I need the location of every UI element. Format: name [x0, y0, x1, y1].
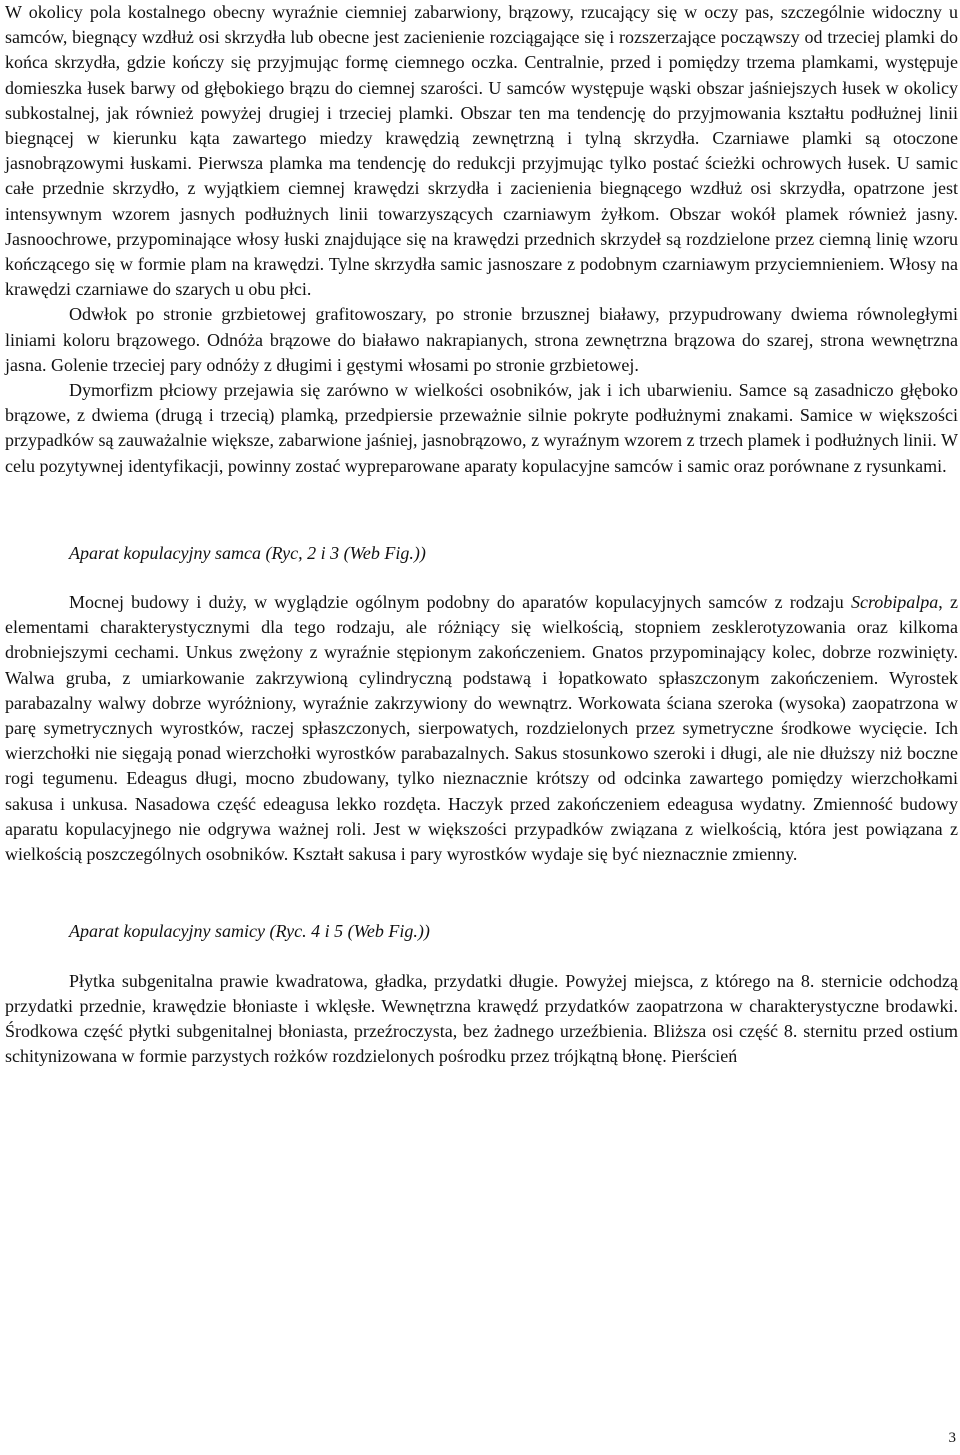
section-spacer: [5, 479, 958, 541]
page-number: 3: [948, 1430, 956, 1446]
paragraph-abdomen-legs: Odwłok po stronie grzbietowej grafitowoszary, po stronie brzusznej białawy, przypudrowany dwiema równoległymi liniami koloru brązowego. Odnóża brązowe do białawo nakrapianych, strona zewnętrzna brązowa do szarej, strona wewnętrzna jasna. Golenie trzeciej pary odnóży z długimi i gęstymi włosami po stronie grzbietowej.: [5, 304, 958, 375]
paragraph-wing-coloration: W okolicy pola kostalnego obecny wyraźnie ciemniej zabarwiony, brązowy, rzucający się w oczy pas, szczególnie widoczny u samców, biegnący wzdłuż osi skrzydła lub obecne jest zacienienie rozciągające się i rozszerzające począwszy od trzeciej plamki do końca skrzydła, gdzie kończy się przyjmując formę ciemnego oczka. Centralnie, przed i pomiędzy trzema plamkami, występuje domieszka łusek barwy od głębokiego brązu do ciemnej szarości. U samców występuje wąski obszar jaśniejszych łusek w okolicy subkostalnej, jak również powyżej drugiej i trzeciej plamki. Obszar ten ma tendencję do przyjmowania kształtu podłużnej linii biegnącej w kierunku kąta zawartego miedzy krawędzią zewnętrzną i tylną skrzydła. Czarniawe plamki są otoczone jasnobrązowymi łuskami. Pierwsza plamka ma tendencję do redukcji przyjmując tylko postać ścieżki ochrowych łusek. U samic całe przednie skrzydło, z wyjątkiem ciemnej krawędzi skrzydła i zacienienia biegnącego wzdłuż osi skrzydła, opatrzone jest intensywnym wzorem jasnych podłużnych linii towarzyszących czarniawym żyłkom. Obszar wokół plamek również jasny. Jasnoochrowe, przypominające włosy łuski znajdujące się na krawędzi przednich skrzydeł są rozdzielone przez ciemną linię wzoru kończącego się w formie plam na krawędzi. Tylne skrzydła samic jasnoszare z podobnym czarniawym przyciemnieniem. Włosy na krawędzi czarniawe do szarych u obu płci.: [5, 2, 958, 300]
genus-name: Scrobipalpa: [850, 592, 939, 613]
paragraph-sexual-dimorphism: Dymorfizm płciowy przejawia się zarówno w wielkości osobników, jak i ich ubarwieniu. Samce są zasadniczo głęboko brązowe, z dwiema (drugą i trzecią) plamką, przedpiersie przeważnie silnie pokryte podłużnymi znakami. Samice w większości przypadków są zauważalnie większe, zabarwione jaśniej, jasnobrązowo, z wyraźnym wzorem z trzech plamek i podłużnych linii. W celu pozytywnej identyfikacji, powinny zostać wypreparowane aparaty kopulacyjne samców i samic oraz porównane z rysunkami.: [5, 380, 958, 476]
heading-spacer: [5, 566, 958, 590]
heading-female-genitalia: Aparat kopulacyjny samicy (Ryc. 4 i 5 (Web Fig.)): [69, 921, 430, 942]
paragraph-male-genitalia: [5, 590, 958, 867]
heading-spacer: [5, 945, 958, 969]
heading-male-genitalia: Aparat kopulacyjny samca (Ryc, 2 i 3 (Web Fig.)): [69, 542, 426, 563]
document-page: [5, 0, 958, 1455]
section-spacer: [5, 867, 958, 919]
paragraph-female-genitalia: Płytka subgenitalna prawie kwadratowa, gładka, przydatki długie. Powyżej miejsca, z którego na 8. sternicie odchodzą przydatki przednie, krawędzie błoniaste i wklęsłe. Wewnętrzna krawędź przydatków zaopatrzona w charakterystyczne brodawki. Środkowa część płytki subgenitalnej błoniasta, przeźroczysta, bez żadnego urzeźbienia. Bliższa osi część 8. sternitu przed ostium schitynizowana w formie parzystych rożków rozdzielonych pośrodku przez trójkątną błonę. Pierścień: [5, 970, 958, 1067]
text-segment: , z elementami charakterystycznymi dla tego rodzaju, ale różniący się wielkością, stopniem zesklerotyzowania oraz kilkoma drobniejszymi cechami. Unkus zwężony z wyraźnie stępionym zakończeniem. Gnatos przypominający kolec, dobrze rozwinięty. Walwa gruba, z umiarkowanie zakrzywioną cylindryczną podstawą i łopatkowato spłaszczonym zakończeniem. Wyrostek parabazalny walwy dobrze wyróżniony, wyraźnie zakrzywiony do wewnątrz. Workowata ściana szeroka (wysoka) zaopatrzona w parę symetrycznych wyrostków, raczej spłaszczonych, sierpowatych, rozdzielonych przez symetryczne środkowe wycięcie. Ich wierzchołki nie sięgają ponad wierzchołki wyrostków parabazalnych. Sakus stosunkowo szeroki i długi, ale nie dłuższy niż boczne rogi tegumenu. Edeagus długi, mocno zbudowany, tylko nieznacznie krótszy od odcinka zawartego pomiędzy wierzchołkami sakusa i unkusa. Nasadowa część edeagusa lekko rozdęta. Haczyk przed zakończeniem edeagusa wydatny. Zmienność budowy aparatu kopulacyjnego nie odgrywa ważnej roli. Jest w większości przypadków związana z wielkością, która jest powiązana z wielkością poszczególnych osobników. Kształt sakusa i pary wyrostków wydaje się być nieznacznie zmienny.: [5, 592, 958, 865]
text-segment: Mocnej budowy i duży, w wyglądzie ogólnym podobny do aparatów kopulacyjnych samców z rodzaju: [69, 592, 851, 613]
